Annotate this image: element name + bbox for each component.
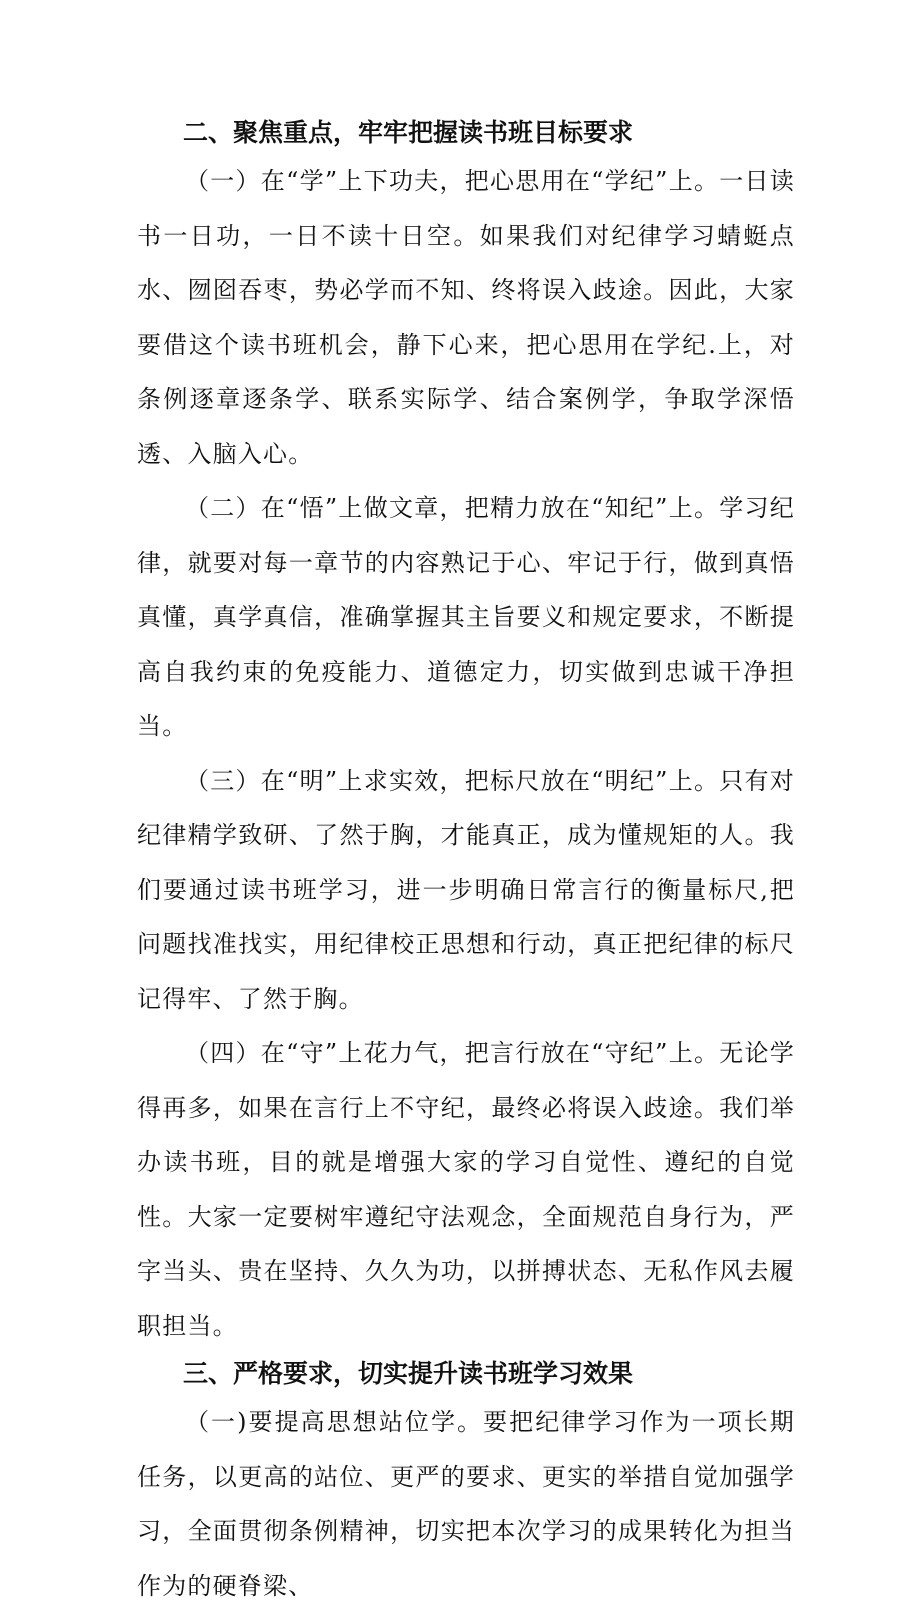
paragraph-2-2: （二）在“悟”上做文章，把精力放在“知纪”上。学习纪律，就要对每一章节的内容熟记于心、牢记于行，做到真悟真懂，真学真信，准确掌握其主旨要义和规定要求，不断提高自我约束的免疫能力、道德定力，切实做到忠诚干净担当。 [137, 494, 795, 740]
paragraph-3-1: （一)要提高思想站位学。要把纪律学习作为一项长期任务，以更高的站位、更严的要求、更实的举措自觉加强学习，全面贯彻条例精神，切实把本次学习的成果转化为担当作为的硬脊梁、 [137, 1408, 795, 1600]
paragraph-2-3: （三）在“明”上求实效，把标尺放在“明纪”上。只有对纪律精学致研、了然于胸，才能真正，成为懂规矩的人。我们要通过读书班学习，进一步明确日常言行的衡量标尺,把问题找准找实，用纪律校正思想和行动，真正把纪律的标尺记得牢、了然于胸。 [137, 766, 795, 1013]
document-body [137, 112, 795, 1613]
section-heading-3: 三、严格要求，切实提升读书班学习效果 [183, 1359, 634, 1388]
section-heading-2: 二、聚焦重点，牢牢把握读书班目标要求 [183, 118, 634, 147]
paragraph-2-1: （一）在“学”上下功夫，把心思用在“学纪”上。一日读书一日功，一日不读十日空。如果我们对纪律学习蜻蜓点水、囫囵吞枣，势必学而不知、终将误入歧途。因此，大家要借这个读书班机会，静下心来，把心思用在学纪.上，对条例逐章逐条学、联系实际学、结合案例学，争取学深悟透、入脑入心。 [137, 167, 795, 468]
paragraph-2-4: （四）在“守”上花力气，把言行放在“守纪”上。无论学得再多，如果在言行上不守纪，最终必将误入歧途。我们举办读书班，目的就是增强大家的学习自觉性、遵纪的自觉性。大家一定要树牢遵纪守法观念，全面规范自身行为，严字当头、贵在坚持、久久为功，以拼搏状态、无私作风去履职担当。 [137, 1039, 795, 1340]
